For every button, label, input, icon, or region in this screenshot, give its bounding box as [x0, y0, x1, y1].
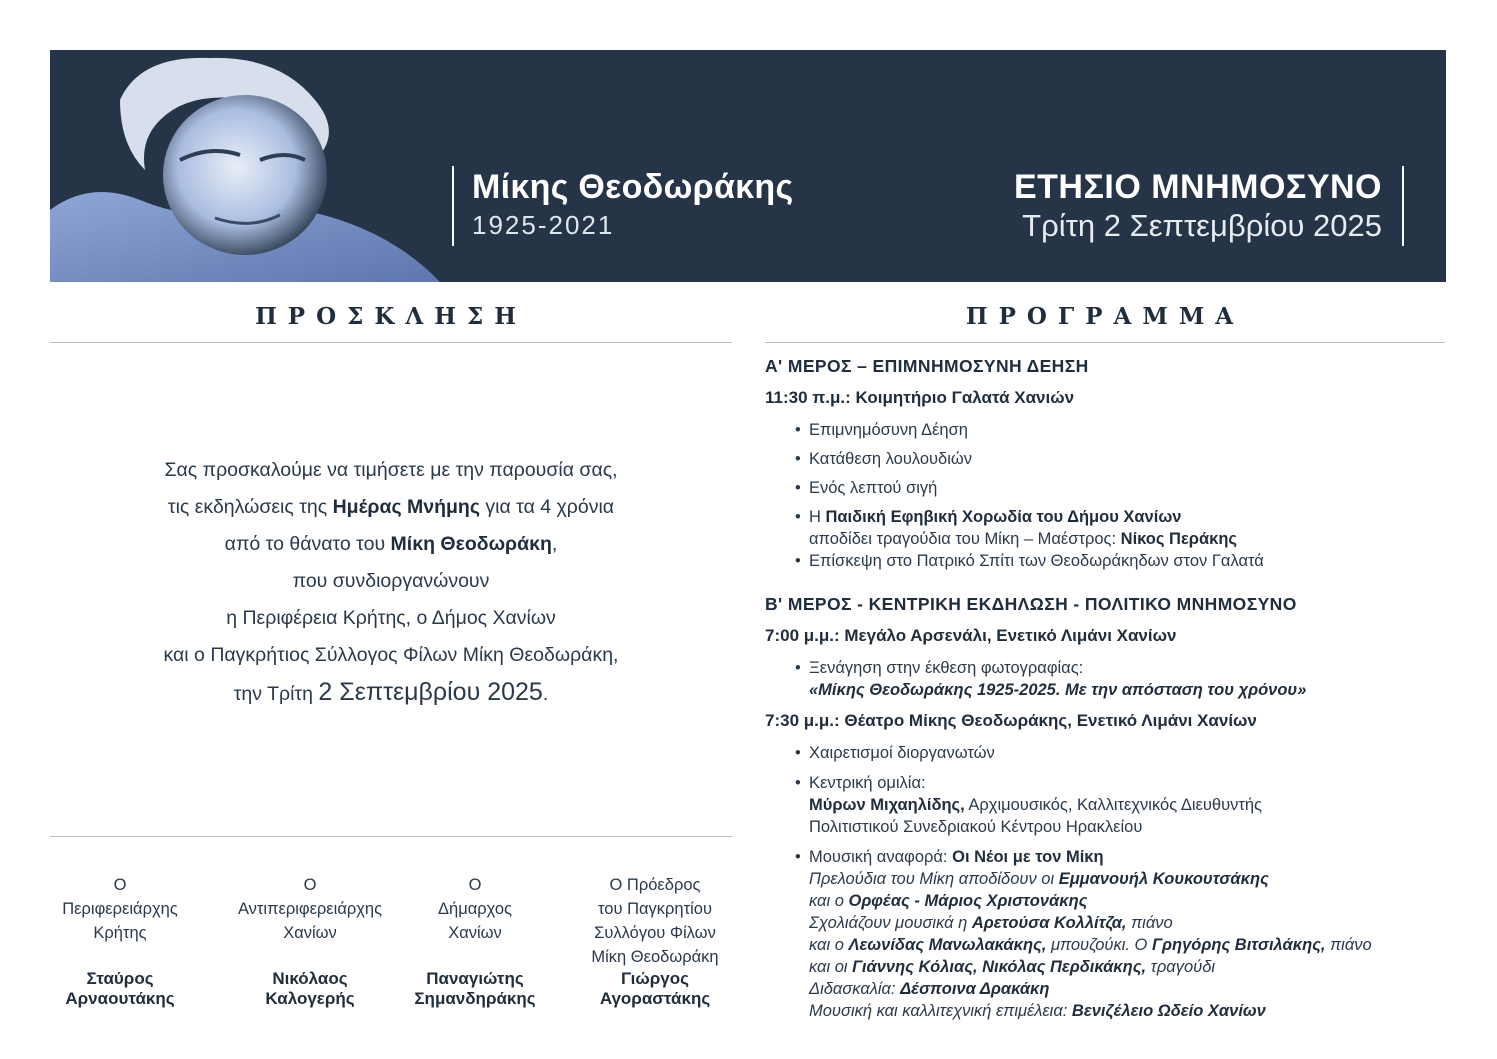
signatory: Ο Πρόεδρος του Παγκρητίου Συλλόγου Φίλων Μίκη Θεοδωράκη Γιώργος Αγοραστάκης	[570, 873, 740, 1009]
composer-years: 1925-2021	[472, 210, 615, 240]
signatory-name: Παναγιώτης Σημανδηράκης	[414, 969, 536, 1008]
list-item: • Ξενάγηση στην έκθεση φωτογραφίας: «Μίκης Θεοδωράκης 1925-2025. Με την απόσταση του χρόνου»	[795, 659, 1307, 699]
header-banner	[50, 50, 1446, 282]
composer-name-block	[452, 166, 793, 246]
invite-line: από το θάνατο του Μίκη Θεοδωράκη,	[224, 533, 558, 555]
event-block	[1014, 166, 1404, 246]
signatory-name: Γιώργος Αγοραστάκης	[599, 969, 711, 1008]
part-b-list-2	[765, 742, 1445, 1022]
part-b-list-1	[765, 657, 1445, 701]
list-item: • Κεντρική ομιλία: Μύρων Μιχαηλίδης, Αρχιμουσικός, Καλλιτεχνικός Διευθυντής Πολιτιστικού Συνεδριακού Κέντρου Ηρακλείου	[795, 774, 1262, 836]
signatory-name: Σταύρος Αρναουτάκης	[65, 969, 175, 1008]
signatures-divider	[50, 836, 732, 837]
signatory: Ο Δήμαρχος Χανίων Παναγιώτης Σημανδηράκης	[395, 873, 555, 1009]
part-b-time-2: 7:30 μ.μ.: Θέατρο Μίκης Θεοδωράκης, Ενετικό Λιμάνι Χανίων	[765, 711, 1257, 730]
invite-line: που συνδιοργανώνουν	[292, 570, 490, 592]
portrait-image	[50, 50, 440, 282]
list-item: • Ενός λεπτού σιγή	[795, 479, 938, 497]
invite-line: την Τρίτη 2 Σεπτεμβρίου 2025.	[233, 678, 549, 706]
invitation-divider	[50, 342, 732, 343]
signatory-name: Νικόλαος Καλογερής	[265, 969, 355, 1008]
part-a-title: Α' ΜΕΡΟΣ – ΕΠΙΜΝΗΜΟΣΥΝΗ ΔΕΗΣΗ	[765, 356, 1089, 376]
invitation-text	[50, 452, 732, 713]
invite-line: τις εκδηλώσεις της Ημέρας Μνήμης για τα 4 χρόνια	[167, 496, 615, 518]
list-item: • Χαιρετισμοί διοργανωτών	[795, 744, 995, 762]
list-item: • Μουσική αναφορά: Οι Νέοι με τον Μίκη Πρελούδια του Μίκη αποδίδουν οι Εμμανουήλ Κουκουτσάκης και ο Ορφέας - Μάριος Χριστονάκης Σχολιάζουν μουσικά η Αρετούσα Κολλίτζα, πιάνο και ο Λεωνίδας Μανωλακάκης, μπουζούκι. Ο Γρηγόρης Βιτσιλάκης, πιάνο και οι Γιάννης Κόλιας, Νικόλας Περδικάκης, τραγούδι Διδασκαλία: Δέσποινα Δρακάκη Μουσική και καλλιτεχνική επιμέλεια: Βενιζέλειο Ωδείο Χανίων	[795, 848, 1372, 1020]
program-divider	[765, 342, 1445, 343]
part-a-list	[765, 419, 1445, 572]
program-title: ΠΡΟΓΡΑΜΜΑ	[965, 303, 1245, 330]
list-item: • Κατάθεση λουλουδιών	[795, 450, 973, 468]
part-b-time-1: 7:00 μ.μ.: Μεγάλο Αρσενάλι, Ενετικό Λιμάνι Χανίων	[765, 626, 1177, 645]
list-item: • Επιμνημόσυνη Δέηση	[795, 421, 968, 439]
event-title: ΕΤΗΣΙΟ ΜΝΗΜΟΣΥΝΟ	[1013, 168, 1382, 206]
event-date: Τρίτη 2 Σεπτεμβρίου 2025	[1022, 208, 1382, 243]
signatory: Ο Περιφερειάρχης Κρήτης Σταύρος Αρναουτάκης	[40, 873, 200, 1009]
list-item: • Επίσκεψη στο Πατρικό Σπίτι των Θεοδωράκηδων στον Γαλατά	[795, 552, 1264, 570]
part-a-time: 11:30 π.μ.: Κοιμητήριο Γαλατά Χανιών	[765, 388, 1075, 407]
program-content	[765, 354, 1445, 1022]
invite-line: η Περιφέρεια Κρήτης, ο Δήμος Χανίων	[226, 607, 556, 629]
signatory: Ο Αντιπεριφερειάρχης Χανίων Νικόλαος Καλογερής	[220, 873, 400, 1009]
invite-line: και ο Παγκρήτιος Σύλλογος Φίλων Μίκη Θεοδωράκη,	[163, 644, 619, 666]
list-item: • Η Παιδική Εφηβική Χορωδία του Δήμου Χανίων αποδίδει τραγούδια του Μίκη – Μαέστρος: Νίκος Περάκης	[795, 508, 1238, 548]
part-b-title: Β' ΜΕΡΟΣ - ΚΕΝΤΡΙΚΗ ΕΚΔΗΛΩΣΗ - ΠΟΛΙΤΙΚΟ ΜΝΗΜΟΣΥΝΟ	[765, 594, 1297, 614]
composer-name: Μίκης Θεοδωράκης	[472, 168, 794, 206]
invite-line: Σας προσκαλούμε να τιμήσετε με την παρουσία σας,	[164, 459, 618, 481]
invitation-title: ΠΡΟΣΚΛΗΣΗ	[255, 303, 527, 330]
